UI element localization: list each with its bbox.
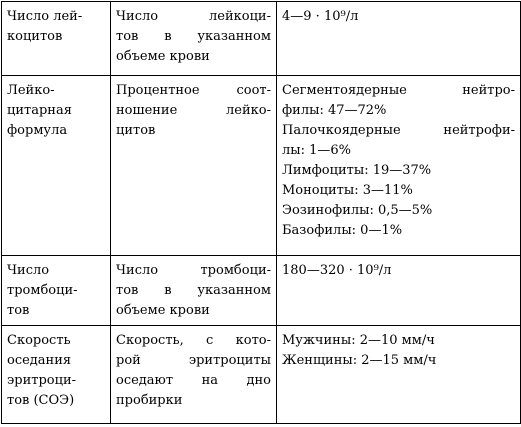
text-line: тов в указанном [116,283,271,298]
indicator-value-cell [277,326,521,424]
text-line: эритроци- [7,373,77,388]
indicator-name-cell [2,2,111,76]
text-line: рой эритроциты [116,353,271,368]
table-row-esr [2,326,521,424]
table-row-platelet-count [2,256,521,326]
text-line: Лейко- [7,83,55,98]
text-line: Число тромбоци- [116,263,271,278]
text-line: цитарная [7,103,72,118]
text-line: коцитов [7,29,63,44]
text-line: объеме крови [116,303,210,318]
indicator-value-cell [277,76,521,256]
text-line: оседают на дно [116,373,271,388]
text-line: Процентное соот- [116,83,271,98]
indicator-value-cell [277,256,521,326]
text-line: Эозинофилы: 0,5—5% [282,203,433,218]
text-line: Число лейкоци- [116,9,271,24]
text-line: Число [7,263,50,278]
text-line: Женщины: 2—15 мм/ч [282,353,437,368]
indicator-definition-cell [111,76,277,256]
text-line: Палочкоядерные нейтрофи- [282,123,515,138]
table-row-leukocyte-formula [2,76,521,256]
text-line: ношение лейко- [116,103,271,118]
text-line: Базофилы: 0—1% [282,223,403,238]
blood-test-reference-table [1,1,521,424]
table-row-leukocyte-count [2,2,521,76]
text-line: Моноциты: 3—11% [282,183,413,198]
text-line: оседания [7,353,72,368]
text-line: Число лей- [7,9,83,24]
indicator-name-cell [2,326,111,424]
indicator-name-cell [2,256,111,326]
text-line: пробирки [116,393,183,408]
text-line: филы: 47—72% [282,103,387,118]
indicator-value-cell [277,2,521,76]
text-line: тов (СОЭ) [7,393,75,408]
text-line: объеме крови [116,49,210,64]
text-line: тов в указанном [116,29,271,44]
text-line: тромбоци- [7,283,78,298]
indicator-name-cell [2,76,111,256]
text-line: формула [7,123,68,138]
indicator-definition-cell [111,2,277,76]
text-line: Сегментоядерные нейтро- [282,83,515,98]
indicator-definition-cell [111,256,277,326]
indicator-definition-cell [111,326,277,424]
text-line: Лимфоциты: 19—37% [282,163,432,178]
text-line: тов [7,303,30,318]
text-line: Скорость [7,333,71,348]
text-line: 180—320 · 10⁹/л [282,263,392,278]
text-line: лы: 1—6% [282,143,352,158]
text-line: Мужчины: 2—10 мм/ч [282,333,435,348]
text-line: Скорость, с кото- [116,333,271,348]
text-line: цитов [116,123,156,138]
text-line: 4—9 · 10⁹/л [282,9,359,24]
